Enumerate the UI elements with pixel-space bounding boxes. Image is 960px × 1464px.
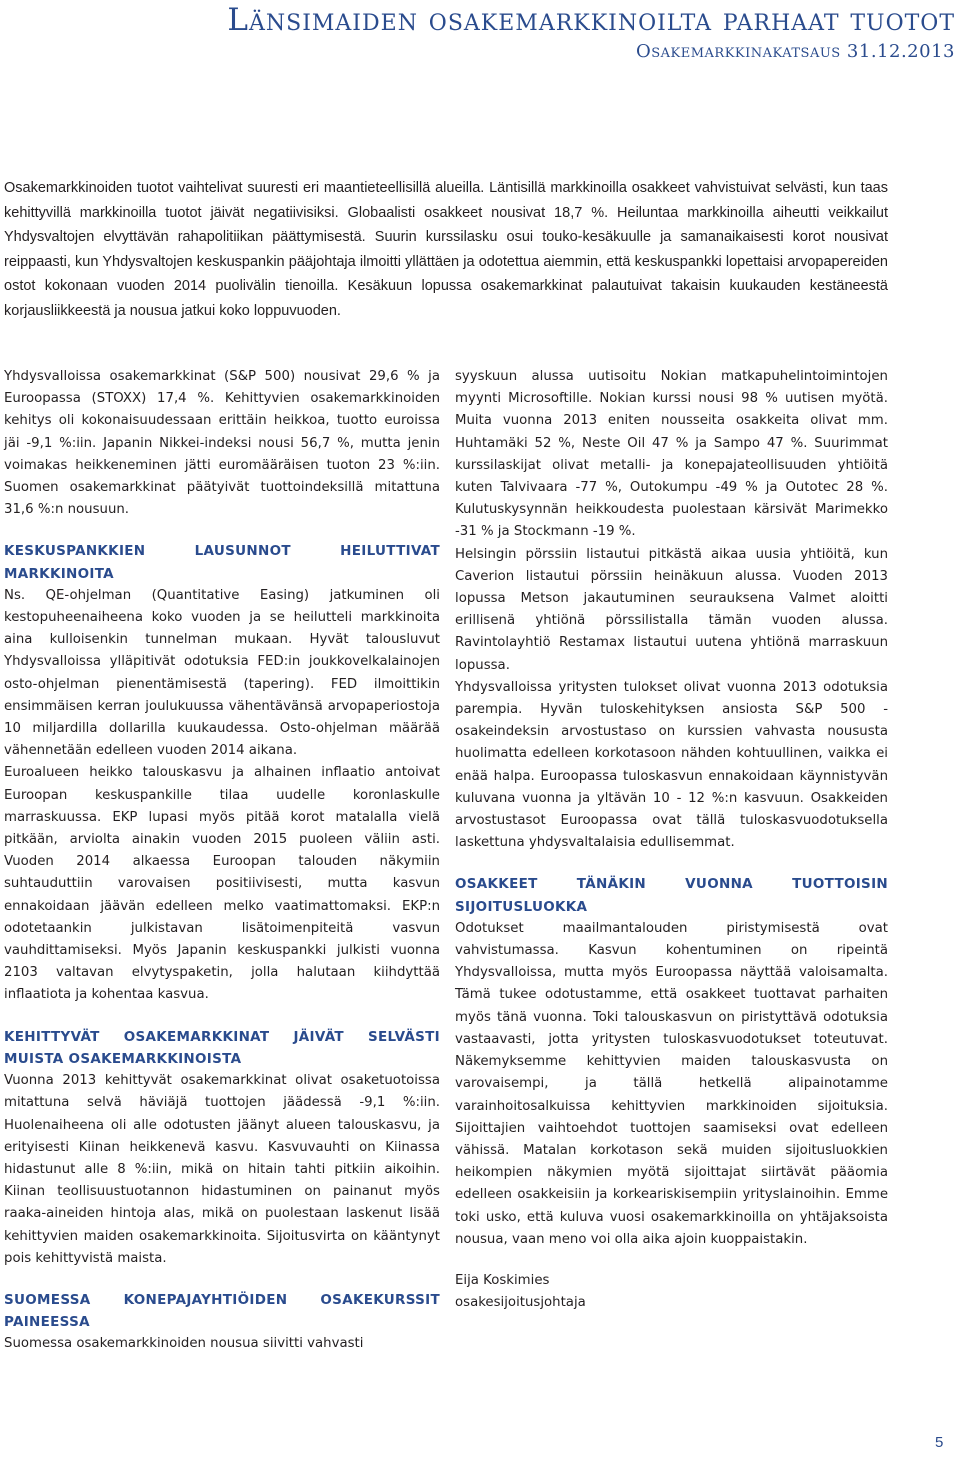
- section-heading: SUOMESSA KONEPAJAYHTIÖIDEN OSAKEKURSSIT PAINEESSA: [4, 1291, 440, 1331]
- intro-paragraph: Osakemarkkinoiden tuotot vaihtelivat suuresti eri maantieteellisillä alueilla. Läntisillä markkinoilla osakkeet vahvistuivat selvästi, kun taas kehittyvillä markkinoilla tuotot jäivät negatiivisiksi. Globaalisti osakkeet nousivat 18,7 %. Heiluntaa markkinoilla aiheutti veikkailut Yhdysvaltojen elvyttävän rahapolitiikan päättymisestä. Suurin kurssilasku osui touko-kesäkuulle ja samanaikaisesti korot nousivat reippaasti, kun Yhdysvaltojen keskuspankin pääjohtaja ilmoitti yllättäen ja odotettua aiemmin, että keskuspankki lopettaisi arvopapereiden ostot kokonaan vuoden 2014 puolivälin tienoilla. Kesäkuun lopussa osakemarkkinat palautuivat takaisin kuukauden kestäneestä korjausliikkeestä ja nousua jatkui koko loppuvuoden.: [4, 180, 888, 319]
- section-heading: KEHITTYVÄT OSAKEMARKKINAT JÄIVÄT SELVÄSTI MUISTA OSAKEMARKKINOISTA: [4, 1028, 440, 1067]
- section-heading: KESKUSPANKKIEN LAUSUNNOT HEILUTTIVAT MARKKINOITA: [4, 543, 440, 582]
- paragraph: Ns. QE-ohjelman (Quantitative Easing) jatkuminen oli kestopuheenaiheena koko vuoden ja se heilutteli markkinoita aina kulloisenkin tunnelman mukaan. Hyvät talousluvut Yhdysvalloissa ylläpitivät odotuksia FED:in joukkovelkalainojen osto-ohjelman pienentämisestä (tapering). FED ilmoittikin ensimmäisen kerran joulukuussa vähentävänsä arvopaperiostoja 10 miljardilla dollarilla kuukaudessa. Osto-ohjelman määrää vähennetään edelleen vuoden 2014 aikana.: [4, 587, 440, 759]
- right-column: [455, 366, 888, 1314]
- page-number: 5: [935, 1434, 944, 1451]
- signature-name: Eija Koskimies: [455, 1272, 550, 1288]
- paragraph: Yhdysvalloissa yritysten tulokset olivat vuonna 2013 odotuksia parempia. Hyvän tuloskehityksen ansiosta S&P 500 -osakeindeksin arvostustaso on kurssien vahvasta noususta huolimatta edelleen korkotasoon nähden kohtuullinen, vaikka ei enää halpa. Euroopassa tuloskasvun ennakoidaan käynnistyvän kuluvana vuonna ja yltävän 10 - 12 %:n kasvuun. Osakkeiden arvostustasot Euroopassa ovat tällä tuloskasvuodotuksella laskettuna yhdysvaltalaisia edullisemmat.: [455, 679, 888, 851]
- page-subtitle: Osakemarkkinakatsaus 31.12.2013: [635, 41, 955, 62]
- paragraph: Yhdysvalloissa osakemarkkinat (S&P 500) nousivat 29,6 % ja Euroopassa (STOXX) 17,4 %. Kehittyvien osakemarkkinoiden kehitys oli kokonaisuudessaan erittäin heikkoa, tuotto euroissa jäi -9,1 %:iin. Japanin Nikkei-indeksi nousi 56,7 %, mutta jenin voimakas heikkeneminen jätti euromääräisen tuoton 23 %:iin. Suomen osakemarkkinat päätyivät tuottoindeksillä mitattuna 31,6 %:n nousuun.: [4, 369, 440, 518]
- section-heading: OSAKKEET TÄNÄKIN VUONNA TUOTTOISIN SIJOITUSLUOKKA: [455, 876, 888, 915]
- page-title: Länsimaiden osakemarkkinoilta parhaat tuotot: [227, 2, 955, 38]
- paragraph: Suomessa osakemarkkinoiden nousua siivitti vahvasti: [4, 1336, 364, 1352]
- paragraph: Odotukset maailmantalouden piristymisestä ovat vahvistumassa. Kasvun kohentuminen on ripeintä Yhdysvalloissa, mutta myös Euroopassa näyttää valoisamalta. Tämä tukee odotustamme, että osakkeet tuottavat parhaiten myös tänä vuonna. Toki talouskasvun on piristyttävä odotuksia vastaavasti, jotta yritysten tuloskasvuodotukset toteutuvat. Näkemyksemme kehittyvien maiden talouskasvusta on varovaisempi, ja tällä hetkellä alipainotamme varainhoitosalkuissa kehittyvien markkinoiden sijoituksia. Sijoittajien vaihtoehdot tuottojen saamiseksi ovat edelleen vähissä. Matalan korkotason sekä muiden sijoitusluokkien heikompien näkymien myötä sijoittajat siirtävät pääomia edelleen osakkeisiin ja korkeariskisempiin yrityslainoihin. Emme toki usko, että kuluva vuosi osakemarkkinoilla on yhtäjaksoista nousua, vaan meno voi olla aika ajoin kuoppaistakin.: [455, 920, 888, 1247]
- paragraph: Euroalueen heikko talouskasvu ja alhainen inflaatio antoivat Euroopan keskuspankille tilaa uudelle koronlaskulle marraskuussa. EKP lupasi myös pitää korot matalalla vielä pitkään, arviolta ainakin vuoden 2015 puoleen väliin asti. Vuoden 2014 alkaessa Euroopan talouden näkymiin suhtauduttiin varovaisen positiivisesti, mutta kasvun ennakoidaan jäävän edelleen melko vaatimattomaksi. EKP:n odotetaankin julkistavan lisätoimenpiteitä vasvun vauhdittamiseksi. Myös Japanin keskuspankki julkisti vuonna 2103 valtavan elvytyspaketin, jolla halutaan kiihdyttää inflaatiota ja kohentaa kasvua.: [4, 765, 440, 1003]
- signature-title: osakesijoitusjohtaja: [455, 1295, 586, 1311]
- paragraph: Helsingin pörssiin listautui pitkästä aikaa uusia yhtiöitä, kun Caverion listautui pörssiin heinäkuun alussa. Vuoden 2013 lopussa Metson jakautuminen seurauksena Valmet aloitti erillisenä yhtiönä pörssilistalla tämän vuoden alussa. Ravintolayhtiö Restamax listautui uutena yhtiönä marraskuun lopussa.: [455, 546, 888, 673]
- paragraph: Vuonna 2013 kehittyvät osakemarkkinat olivat osaketuotoissa mitattuna selvä häviäjä tuottojen jäädessä -9,1 %:iin. Huolenaiheena oli alle odotusten jäänyt alueen talouskasvu, ja erityisesti Kiinan heikkenevä kasvu. Kasvuvauhti on Kiinassa hidastunut alle 8 %:iin, mikä on hitain tahti pitkiin aikoihin. Kiinan teollisuustuotannon hidastuminen on painanut myös raaka-aineiden hintoja alas, mikä on puolestaan laskenut lisää kehittyvien maiden osakemarkkinoita. Sijoitusvirta on kääntynyt pois kehittyvistä maista.: [4, 1073, 440, 1266]
- paragraph: syyskuun alussa uutisoitu Nokian matkapuhelintoimintojen myynti Microsoftille. Nokian kurssi nousi 98 % uutisen myötä. Muita vuonna 2013 eniten nousseita osakkeita olivat mm. Huhtamäki 52 %, Neste Oil 47 % ja Sampo 47 %. Suurimmat kurssilaskijat olivat metalli- ja konepajateollisuuden yhtiöitä kuten Talvivaara -77 %, Outokumpu -49 % ja Outotec 28 %. Kulutuskysynnän heikkoudesta puolestaan kärsivät Marimekko -31 % ja Stockmann -19 %.: [455, 369, 888, 540]
- left-column: [4, 366, 440, 1356]
